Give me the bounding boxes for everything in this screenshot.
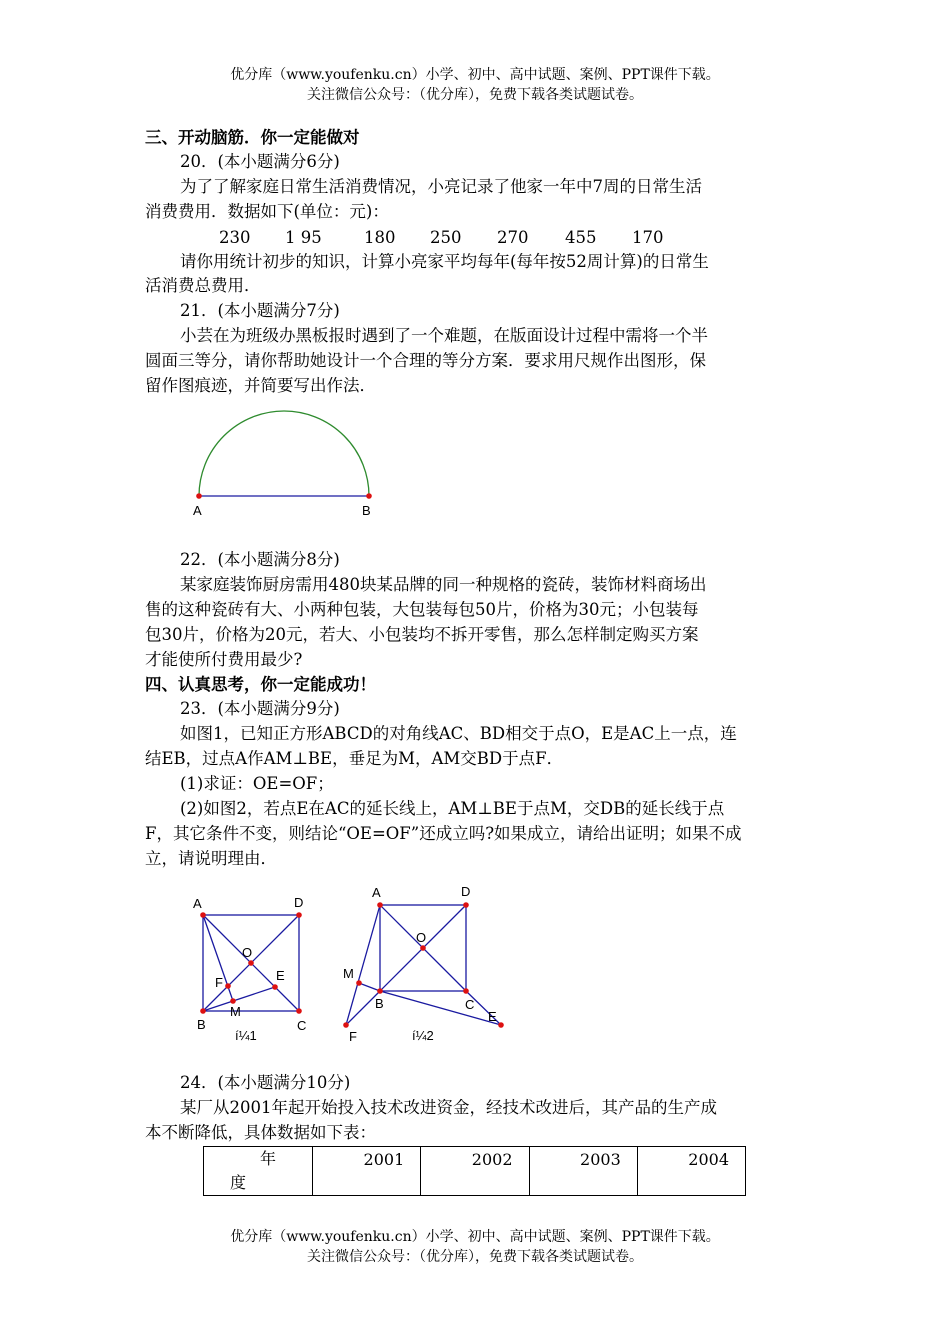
segment-MB	[359, 983, 380, 991]
q20-data-value: 180	[364, 228, 396, 247]
section-3-title: 三、开动脑筋．你一定能做对	[145, 128, 360, 147]
footer-line-2: 关注微信公众号：（优分库），免费下载各类试题试卷。	[307, 1249, 643, 1265]
q20-data-value: 250	[430, 228, 462, 247]
footer-line-1: 优分库（www.youfenku.cn）小学、初中、高中试题、案例、PPT课件下载。	[230, 1229, 720, 1245]
label-A: A	[193, 896, 202, 911]
q20-data-value: 230	[219, 228, 251, 247]
q20-data-value: 270	[497, 228, 529, 247]
q20-body-2: 消费费用．数据如下(单位：元)：	[145, 202, 389, 221]
q21-body-1: 小芸在为班级办黑板报时遇到了一个难题，在版面设计过程中需将一个半	[180, 326, 708, 345]
q20-question-1: 请你用统计初步的知识，计算小亮家平均每年(每年按52周计算)的日常生	[180, 252, 709, 271]
q23-part-1: (1)求证：OE=OF；	[180, 774, 334, 793]
q20-heading: 20．(本小题满分6分)	[180, 152, 340, 171]
q23-part-2-line-2: F，其它条件不变，则结论“OE=OF”还成立吗?如果成立，请给出证明；如果不成	[145, 824, 742, 843]
q21-heading: 21．(本小题满分7分)	[180, 301, 340, 320]
label-C: C	[465, 997, 475, 1012]
label-O: O	[242, 945, 253, 960]
q20-data-value: 455	[565, 228, 597, 247]
q21-body-2: 圆面三等分，请你帮助她设计一个合理的等分方案．要求用尺规作出图形，保	[145, 351, 706, 370]
q22-heading: 22．(本小题满分8分)	[180, 550, 340, 569]
table-cell: 2001	[313, 1147, 421, 1196]
point-F	[343, 1022, 349, 1028]
section-4-title: 四、认真思考，你一定能成功！	[145, 675, 376, 694]
point-C	[463, 988, 469, 994]
figure-1-caption: í¼1	[235, 1028, 257, 1043]
label-E: E	[276, 968, 285, 983]
point-E	[498, 1022, 504, 1028]
q22-body-3: 包30片，价格为20元，若大、小包装均不拆开零售，那么怎样制定购买方案	[145, 625, 699, 644]
table-cell: 2003	[529, 1147, 637, 1196]
label-B: B	[197, 1017, 206, 1032]
label-B: B	[362, 503, 371, 518]
table-header-top: 年	[259, 1149, 276, 1168]
q23-part-2-line-3: 立，请说明理由．	[145, 849, 277, 868]
label-A: A	[372, 885, 381, 900]
table-cell: 2004	[637, 1147, 745, 1196]
label-D: D	[294, 895, 304, 910]
q23-body-1: 如图1，已知正方形ABCD的对角线AC、BD相交于点O，E是AC上一点，连	[180, 724, 737, 743]
label-M: M	[230, 1004, 241, 1019]
header-line-2: 关注微信公众号：（优分库），免费下载各类试题试卷。	[307, 87, 643, 103]
point-D	[463, 902, 469, 908]
label-E: E	[488, 1009, 497, 1024]
q23-part-2-line-1: (2)如图2，若点E在AC的延长线上，AM⊥BE于点M，交DB的延长线于点	[180, 799, 725, 818]
q20-data-value: 1 95	[285, 228, 322, 247]
q20-question-2: 活消费总费用．	[145, 276, 261, 295]
q24-body-2: 本不断降低，具体数据如下表：	[145, 1123, 376, 1142]
header-line-1: 优分库（www.youfenku.cn）小学、初中、高中试题、案例、PPT课件下载。	[230, 67, 720, 83]
table-row	[204, 1147, 746, 1196]
q22-body-1: 某家庭装饰厨房需用480块某品牌的同一种规格的瓷砖，装饰材料商场出	[180, 575, 707, 594]
point-B	[377, 988, 383, 994]
label-O: O	[416, 930, 427, 945]
label-F: F	[349, 1029, 357, 1044]
label-C: C	[297, 1018, 307, 1033]
point-A	[377, 902, 383, 908]
q24-body-1: 某厂从2001年起开始投入技术改进资金，经技术改进后，其产品的生产成	[180, 1098, 717, 1117]
q21-body-3: 留作图痕迹，并简要写出作法．	[145, 376, 376, 395]
q23-body-2: 结EB，过点A作AM⊥BE，垂足为M，AM交BD于点F．	[145, 749, 564, 768]
table-header-bottom: 度	[229, 1173, 246, 1192]
table-header-cell	[204, 1147, 313, 1196]
q24-heading: 24．(本小题满分10分)	[180, 1073, 351, 1092]
point-O	[420, 945, 426, 951]
table-cell: 2002	[421, 1147, 529, 1196]
label-B: B	[375, 996, 384, 1011]
label-D: D	[461, 884, 471, 899]
label-A: A	[193, 503, 202, 518]
cost-table	[203, 1146, 746, 1196]
q22-body-4: 才能使所付费用最少?	[145, 650, 303, 669]
label-F: F	[215, 975, 223, 990]
q20-body-1: 为了了解家庭日常生活消费情况，小亮记录了他家一年中7周的日常生活	[180, 177, 702, 196]
point-M	[356, 980, 362, 986]
figure-2-caption: í¼2	[412, 1028, 434, 1043]
q22-body-2: 售的这种瓷砖有大、小两种包装，大包装每包50片，价格为30元；小包装每	[145, 600, 699, 619]
q23-heading: 23．(本小题满分9分)	[180, 699, 340, 718]
q20-data-value: 170	[632, 228, 664, 247]
label-M: M	[343, 966, 354, 981]
